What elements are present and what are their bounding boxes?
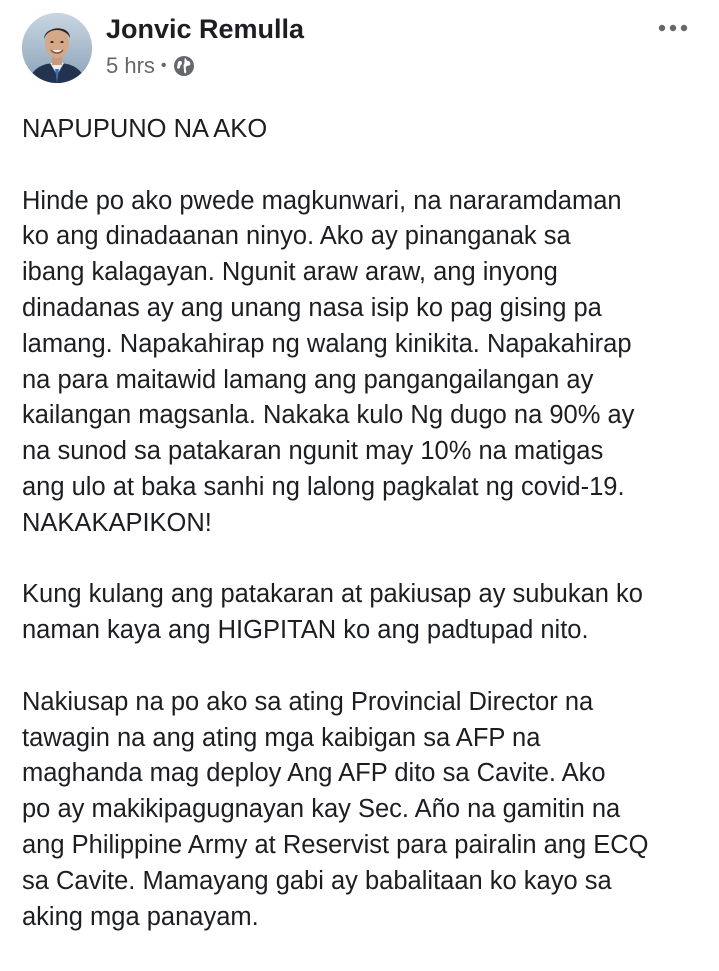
avatar-photo bbox=[22, 13, 92, 83]
more-horizontal-icon bbox=[658, 24, 688, 32]
avatar[interactable] bbox=[22, 13, 92, 83]
post-paragraph bbox=[22, 112, 712, 148]
post-text-line: kailangan magsanla. Nakaka kulo Ng dugo na 90% ay bbox=[22, 401, 635, 430]
post-paragraph bbox=[22, 685, 712, 936]
post-text-line: Hinde po ako pwede magkunwari, na nararamdaman bbox=[22, 186, 622, 215]
post-text-line: ibang kalagayan. Ngunit araw araw, ang inyong bbox=[22, 258, 558, 287]
post-text-line: ko ang dinadaanan ninyo. Ako ay pinanganak sa bbox=[22, 222, 571, 251]
post-paragraph bbox=[22, 577, 712, 649]
post-paragraph bbox=[22, 184, 712, 542]
post-timestamp[interactable]: 5 hrs bbox=[106, 53, 155, 78]
post-text-line: Nakiusap na po ako sa ating Provincial Director na bbox=[22, 687, 594, 716]
post-text-line: NAPUPUNO NA AKO bbox=[22, 115, 268, 143]
author-name[interactable]: Jonvic Remulla bbox=[106, 14, 305, 44]
post-body bbox=[22, 112, 712, 971]
post-text-line: tawagin na ang ating mga kaibigan sa AFP na bbox=[22, 723, 541, 752]
post-header bbox=[0, 0, 719, 100]
post-text-line: naman kaya ang HIGPITAN ko ang padtupad nito. bbox=[22, 616, 589, 645]
post-text-line: na sunod sa patakaran ngunit may 10% na matigas bbox=[22, 437, 604, 466]
post-meta bbox=[106, 52, 195, 80]
post-text-line: ang ulo at baka sanhi ng lalong pagkalat ng covid-19. bbox=[22, 472, 625, 501]
post-text-line: aking mga panayam. bbox=[22, 902, 259, 931]
post-text-line: lamang. Napakahirap ng walang kinikita. Napakahirap bbox=[22, 329, 632, 358]
meta-separator: • bbox=[160, 57, 167, 74]
more-options-button[interactable] bbox=[651, 8, 695, 48]
post-text-line: po ay makikipagugnayan kay Sec. Año na gamitin na bbox=[22, 795, 621, 824]
post-text-line: NAKAKAPIKON! bbox=[22, 508, 212, 537]
post-text-line: na para maitawid lamang ang pangangailangan ay bbox=[22, 365, 594, 394]
post-text-line: dinadanas ay ang unang nasa isip ko pag gising pa bbox=[22, 293, 602, 322]
post-text-line: maghanda mag deploy Ang AFP dito sa Cavite. Ako bbox=[22, 759, 606, 788]
post-text-line: ang Philippine Army at Reservist para pairalin ang ECQ bbox=[22, 830, 649, 859]
globe-icon[interactable] bbox=[173, 55, 195, 77]
post-text-line: Kung kulang ang patakaran at pakiusap ay subukan ko bbox=[22, 580, 643, 609]
post-text-line: sa Cavite. Mamayang gabi ay babalitaan ko kayo sa bbox=[22, 866, 612, 895]
